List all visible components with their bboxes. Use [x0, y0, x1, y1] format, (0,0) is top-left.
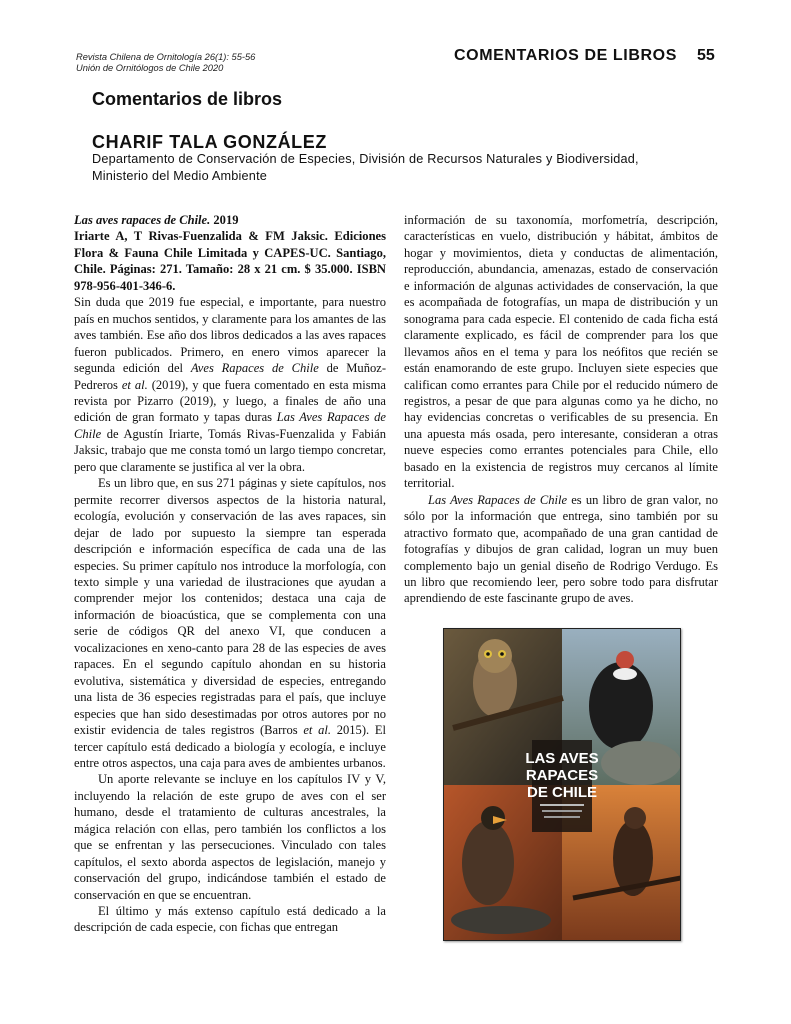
book-details: Iriarte A, T Rivas-Fuenzalida & FM Jaksic. Ediciones Flora & Fauna Chile Limitada y CAPES-UC. Santiago, Chile. Páginas: 271. Tamaño: 28 x 21 cm. $ 35.000. ISBN 978-956-401-346-6.: [74, 229, 386, 293]
left-column: [74, 212, 386, 936]
journal-citation: Revista Chilena de Ornitología 26(1): 55-56: [76, 52, 256, 62]
running-section-title: COMENTARIOS DE LIBROS: [454, 47, 677, 64]
paragraph-1: Sin duda que 2019 fue especial, e importante, para nuestro país en muchos sentidos, y claramente para los amantes de las aves también. Ese año dos libros dedicados a las aves rapaces fueron publicados. Primero, en enero vimos aparecer la segunda edición del Aves Rapaces de Chile de Muñoz-Pedreros et al. (2019), y que fuera comentado en esta misma revista por Pizarro (2019), y luego, a finales de año una edición de gran formato y tapas duras Las Aves Rapaces de Chile de Agustín Iriarte, Tomás Rivas-Fuenzalida y Fabián Jaksic, trabajo que me consta tomó un largo tiempo concretar, pero que claramente se justifica al ver la obra.: [74, 295, 386, 474]
cover-title-line-3: DE CHILE: [526, 784, 598, 801]
cover-title-line-1: LAS AVES: [525, 750, 599, 767]
book-cover-image: [443, 628, 681, 941]
journal-info: [76, 52, 255, 73]
right-column: [404, 212, 718, 607]
paragraph-2: Es un libro que, en sus 271 páginas y siete capítulos, nos permite recorrer diversos aspectos de la historia natural, ecología, evolución y conservación de las aves rapaces, sin dejar de lado por supuesto la siempre tan esperada descripción e información específica de cada una de las especies. Su primer capítulo nos introduce la morfología, con texto simple y una variedad de ilustraciones que ayudan a comprender mejor los contenidos; destaca una caja de información de bioacústica, que se complementa con una serie de códigos QR del anexo VI, que conducen a vocalizaciones en xeno-canto para 28 de las especies de aves rapaces. En el segundo capítulo ahondan en su historia evolutiva, sistemática y diversidad de especies, entregando una lista de 36 especies registradas para el país, que incluye especies que han sido desestimadas por otros autores por no existir evidencia de tales registros (Barros et al. 2015). El tercer capítulo está dedicado a biología y ecología, e incluye entre otros aspectos, una caja para aves de ambientes urbanos.: [74, 476, 386, 770]
book-citation: [74, 212, 386, 294]
paragraph-5: Las Aves Rapaces de Chile es un libro de gran valor, no sólo por la información que entrega, sino también por su atractivo formato que, acompañado de una gran cantidad de fotografías y dibujos de gran calidad, logran un muy buen complemento bajo un genial diseño de Rodrigo Verdugo. Es un libro que recomiendo leer, pero sobre todo para disfrutar aprendiendo de este fascinante grupo de aves.: [404, 492, 718, 606]
paragraph-3: Un aporte relevante se incluye en los capítulos IV y V, incluyendo la relación de este grupo de aves con el ser humano, desde el tratamiento de culturas ancestrales, la mágica relación con ellas, pero también los conflictos a los que se enfrentan y las persecuciones. Vinculado con tales capítulos, el sexto aborda aspectos de legislación, manejo y conservación del grupo, indicándose también el estado de conservación en que se encuentran.: [74, 772, 386, 902]
affiliation-line-2: Ministerio del Medio Ambiente: [92, 168, 268, 183]
cover-title-line-2: RAPACES: [525, 767, 599, 784]
section-heading: Comentarios de libros: [92, 89, 283, 109]
page-number: 55: [697, 47, 715, 64]
author-affiliation: [92, 151, 639, 184]
paragraph-4: El último y más extenso capítulo está dedicado a la descripción de cada especie, con fichas que entregan: [74, 904, 386, 935]
journal-publisher: Unión de Ornitólogos de Chile 2020: [76, 62, 224, 73]
author-name: CHARIF TALA GONZÁLEZ: [92, 132, 327, 152]
book-year: 2019: [210, 213, 239, 227]
affiliation-line-1: Departamento de Conservación de Especies, División de Recursos Naturales y Biodiversidad,: [92, 152, 639, 166]
book-title: Las aves rapaces de Chile.: [74, 213, 211, 227]
paragraph-4-continued: información de su taxonomía, morfometría, descripción, características en vuelo, distribución y hábitat, ámbitos de hogar y movimientos, dieta y conductas de alimentación, reproducción, abundancia, amenazas, estado de conservación e información de algunas actividades de conservación, la que es acompañada de fotografías, un mapa de distribución y un sonograma para cada especie. El contenido de cada ficha está claramente explicado, es fácil de comprender para los que llevamos años en el tema y para los neófitos que recién se están enamorando de este grupo. Incluyen siete especies que califican como errantes para Chile por el reducido número de registros, a pesar de que para algunas como ya he dicho, no hay evidencias concretas o verificables de su presencia. En una apuesta más osada, pero interesante, consideran a otras nueve especies como errantes potenciales para Chile, ello basado en la existencia de registros muy cercanos al límite territorial.: [404, 213, 718, 491]
